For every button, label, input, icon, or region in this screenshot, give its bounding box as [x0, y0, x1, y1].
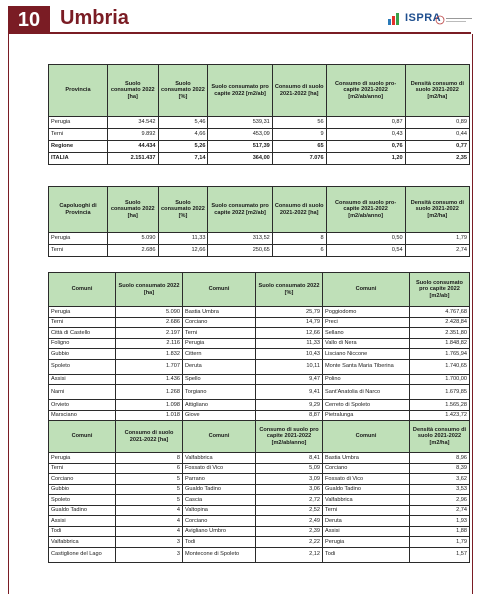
table-cell: Corciano [183, 516, 256, 527]
region-title: Umbria [60, 7, 129, 29]
col-header: Densità consumo di suolo 2021-2022 [m2/ha] [410, 421, 470, 453]
table-cell: Cittern [183, 349, 256, 360]
table-cell: 5 [116, 495, 183, 506]
col-header: Consumo di suolo 2021-2022 [ha] [116, 421, 183, 453]
table-cell: 1.268 [116, 385, 183, 400]
table-cell: Perugia [49, 233, 108, 245]
table-cell: Vallo di Nera [323, 338, 410, 349]
table-cell: Foligno [49, 338, 116, 349]
table-row [49, 245, 470, 257]
table-cell: 0,44 [405, 129, 469, 141]
table-cell: 2.151.437 [108, 153, 159, 165]
col-header: Suolo consumato 2022 [%] [158, 65, 208, 117]
table-row [49, 526, 470, 537]
table-row [49, 474, 470, 485]
table-cell: 9.892 [108, 129, 159, 141]
table-cell: 5.090 [116, 307, 183, 318]
table-cell: 5,09 [256, 463, 323, 474]
table-cell: Bastia Umbra [183, 307, 256, 318]
table-row [49, 505, 470, 516]
col-header: Comuni [323, 273, 410, 307]
table-row [49, 129, 470, 141]
table-cell: 5 [116, 484, 183, 495]
table-row [49, 547, 470, 562]
table-cell: 8,39 [410, 463, 470, 474]
table-cell: Gualdo Tadino [49, 505, 116, 516]
table-cell: Terni [323, 505, 410, 516]
table-header-row [49, 273, 470, 307]
table-cell: 1.423,72 [410, 410, 470, 421]
table-cell: 1.679,85 [410, 385, 470, 400]
ispra-logo-text: ISPRA [405, 12, 442, 24]
col-header: Densità consumo di suolo 2021-2022 [m2/ha] [405, 65, 469, 117]
table-cell: Poggiodomo [323, 307, 410, 318]
table-cell: 56 [272, 117, 326, 129]
table-cell: Narni [49, 385, 116, 400]
col-header: Comuni [49, 273, 116, 307]
table-cell: Corciano [183, 317, 256, 328]
table-cell: 3,09 [256, 474, 323, 485]
table-row [49, 233, 470, 245]
table-row [49, 328, 470, 339]
table-cell: Valfabbrica [323, 495, 410, 506]
table-cell: 5 [116, 474, 183, 485]
table-cell: 2,74 [405, 245, 469, 257]
table-cell: 3,06 [256, 484, 323, 495]
municipality-table-body-2 [49, 453, 470, 563]
table-cell: Assisi [323, 526, 410, 537]
table-row [49, 374, 470, 385]
table-cell: Monte Santa Maria Tiberina [323, 359, 410, 374]
municipality-table-body [49, 307, 470, 421]
table-cell: 9 [272, 129, 326, 141]
table-cell: Todi [49, 526, 116, 537]
table-cell: 9,47 [256, 374, 323, 385]
table-cell: Assisi [49, 374, 116, 385]
table-cell: 364,00 [208, 153, 272, 165]
col-header: Consumo di suolo pro-capite 2021-2022 [m2/ab/anno] [326, 187, 405, 233]
col-header: Suolo consumato 2022 [ha] [116, 273, 183, 307]
table-cell: Gualdo Tadino [323, 484, 410, 495]
chapter-number: 10 [8, 6, 50, 34]
table-cell: 0,77 [405, 141, 469, 153]
table-cell: 1,20 [326, 153, 405, 165]
table-cell: Terni [49, 129, 108, 141]
table-cell: 1.436 [116, 374, 183, 385]
table-header-row [49, 421, 470, 453]
table-row [49, 400, 470, 411]
table-cell: 1.765,94 [410, 349, 470, 360]
table-row [49, 317, 470, 328]
table-cell: Gualdo Tadino [183, 484, 256, 495]
table-cell: Fossato di Vico [323, 474, 410, 485]
table-cell: Perugia [183, 338, 256, 349]
table-cell: 1.740,65 [410, 359, 470, 374]
table-cell: 2.197 [116, 328, 183, 339]
col-header: Suolo consumato 2022 [%] [158, 187, 208, 233]
table-cell: 539,31 [208, 117, 272, 129]
table-cell: 2.428,84 [410, 317, 470, 328]
page-header [8, 6, 471, 34]
table-cell: 11,33 [256, 338, 323, 349]
table-header-row [49, 187, 470, 233]
col-header: Consumo di suolo pro capite 2021-2022 [m2/ab/anno] [256, 421, 323, 453]
table-cell: 453,09 [208, 129, 272, 141]
table-row [49, 410, 470, 421]
table-cell: Castiglione del Lago [49, 547, 116, 562]
table-cell: 9,41 [256, 385, 323, 400]
table-cell: Marsciano [49, 410, 116, 421]
table-cell: 2.116 [116, 338, 183, 349]
table-cell: 3,62 [410, 474, 470, 485]
table-cell: Cascia [183, 495, 256, 506]
table-cell: Sellano [323, 328, 410, 339]
table-cell: Sant'Anatolia di Narco [323, 385, 410, 400]
col-header: Capoluoghi di Provincia [49, 187, 108, 233]
table-cell: 0,50 [326, 233, 405, 245]
table-cell: 5,46 [158, 117, 208, 129]
table-cell: 5.090 [108, 233, 159, 245]
table-cell: 2,72 [256, 495, 323, 506]
table-cell: Pietralunga [323, 410, 410, 421]
table-cell: 3 [116, 537, 183, 548]
table-cell: 10,11 [256, 359, 323, 374]
table-cell: Todi [183, 537, 256, 548]
table-cell: Terni [49, 317, 116, 328]
table-cell: 0,54 [326, 245, 405, 257]
ispra-logo-icon [388, 11, 402, 25]
table-cell: 8,41 [256, 453, 323, 464]
table-cell: Città di Castello [49, 328, 116, 339]
table-cell: Montecone di Spoleto [183, 547, 256, 562]
table-cell: Perugia [49, 117, 108, 129]
col-header: Suolo consumato pro capite 2022 [m2/ab] [208, 65, 272, 117]
table-cell: Giove [183, 410, 256, 421]
table-row [49, 307, 470, 318]
table-cell: 25,79 [256, 307, 323, 318]
table-cell: 2,39 [256, 526, 323, 537]
snpa-logo-icon [434, 15, 474, 25]
table-row [49, 117, 470, 129]
table-cell: 2.686 [108, 245, 159, 257]
col-header: Comuni [49, 421, 116, 453]
table-cell: 2,22 [256, 537, 323, 548]
table-cell: 8,87 [256, 410, 323, 421]
municipality-table [48, 272, 470, 563]
table-cell: 2,12 [256, 547, 323, 562]
col-header: Consumo di suolo pro-capite 2021-2022 [m2/ab/anno] [326, 65, 405, 117]
table-cell: 7.076 [272, 153, 326, 165]
col-header: Suolo consumato 2022 [ha] [108, 65, 159, 117]
col-header: Suolo consumato pro capite 2022 [m2/ab] [208, 187, 272, 233]
table-cell: 11,33 [158, 233, 208, 245]
table-cell: 1,79 [410, 537, 470, 548]
table-cell: ITALIA [49, 153, 108, 165]
table-cell: Valtopina [183, 505, 256, 516]
table-cell: Perugia [49, 453, 116, 464]
table-cell: Terni [49, 463, 116, 474]
table-row [49, 495, 470, 506]
table-cell: 3,53 [410, 484, 470, 495]
table-cell: Deruta [183, 359, 256, 374]
col-header: Suolo consumato 2022 [%] [256, 273, 323, 307]
table-cell: 8 [116, 453, 183, 464]
table-cell: Orvieto [49, 400, 116, 411]
table-cell: 4,66 [158, 129, 208, 141]
table-cell: Valfabbrica [183, 453, 256, 464]
table-cell: Gubbio [49, 349, 116, 360]
table-cell: 10,43 [256, 349, 323, 360]
table-row [49, 516, 470, 527]
table-cell: 2.686 [116, 317, 183, 328]
table-cell: 1,79 [405, 233, 469, 245]
table-cell: Assisi [49, 516, 116, 527]
table-cell: Polino [323, 374, 410, 385]
table-row [49, 484, 470, 495]
table-cell: Terni [49, 245, 108, 257]
table-cell: 1.565,28 [410, 400, 470, 411]
table-row [49, 141, 470, 153]
col-header: Consumo di suolo 2021-2022 [ha] [272, 187, 326, 233]
table-cell: 1,93 [410, 516, 470, 527]
table-cell: 0,76 [326, 141, 405, 153]
table-cell: 1,57 [410, 547, 470, 562]
table-row [49, 349, 470, 360]
table-cell: Perugia [323, 537, 410, 548]
col-header: Comuni [323, 421, 410, 453]
table-cell: 7,14 [158, 153, 208, 165]
table-cell: Perugia [49, 307, 116, 318]
table-row [49, 359, 470, 374]
table-cell: Spoleto [49, 359, 116, 374]
table-cell: 12,66 [256, 328, 323, 339]
table-cell: 4 [116, 516, 183, 527]
table-cell: 2,35 [405, 153, 469, 165]
table-cell: 4.767,68 [410, 307, 470, 318]
table-cell: 8 [272, 233, 326, 245]
table-cell: 1.700,00 [410, 374, 470, 385]
table-header-row [49, 65, 470, 117]
table-cell: Deruta [323, 516, 410, 527]
col-header: Consumo di suolo 2021-2022 [ha] [272, 65, 326, 117]
col-header: Comuni [183, 421, 256, 453]
table-cell: 1.832 [116, 349, 183, 360]
table-cell: 1,88 [410, 526, 470, 537]
table-cell: Cerreto di Spoleto [323, 400, 410, 411]
capital-table [48, 186, 470, 257]
table-cell: 1.707 [116, 359, 183, 374]
table-cell: 517,39 [208, 141, 272, 153]
table-cell: Todi [323, 547, 410, 562]
col-header: Suolo consumato 2022 [ha] [108, 187, 159, 233]
table-cell: 4 [116, 505, 183, 516]
table-cell: 12,66 [158, 245, 208, 257]
table-cell: Avigliano Umbro [183, 526, 256, 537]
table-cell: 8,96 [410, 453, 470, 464]
table-row [49, 338, 470, 349]
col-header: Suolo consumato pro capite 2022 [m2/ab] [410, 273, 470, 307]
table-cell: 250,65 [208, 245, 272, 257]
table-cell: Fossato di Vico [183, 463, 256, 474]
table-cell: 3 [116, 547, 183, 562]
table-cell: 0,89 [405, 117, 469, 129]
table-cell: Parrano [183, 474, 256, 485]
table-cell: 5,26 [158, 141, 208, 153]
table-row [49, 463, 470, 474]
table-cell: 14,79 [256, 317, 323, 328]
table-row [49, 537, 470, 548]
table-cell: Terni [183, 328, 256, 339]
table-row [49, 453, 470, 464]
table-cell: Corciano [49, 474, 116, 485]
table-cell: Preci [323, 317, 410, 328]
table-cell: Bastia Umbra [323, 453, 410, 464]
table-cell: 34.542 [108, 117, 159, 129]
table-cell: 2,49 [256, 516, 323, 527]
table-cell: 9,29 [256, 400, 323, 411]
province-table [48, 64, 470, 165]
table-cell: 2.351,80 [410, 328, 470, 339]
table-cell: 65 [272, 141, 326, 153]
col-header: Comuni [183, 273, 256, 307]
table-cell: 1.848,82 [410, 338, 470, 349]
table-cell: 2,74 [410, 505, 470, 516]
table-cell: 1.098 [116, 400, 183, 411]
table-cell: Spoleto [49, 495, 116, 506]
table-cell: Torgiano [183, 385, 256, 400]
table-cell: 6 [116, 463, 183, 474]
col-header: Provincia [49, 65, 108, 117]
table-cell: 2,96 [410, 495, 470, 506]
table-cell: Valfabbrica [49, 537, 116, 548]
table-cell: Attigliano [183, 400, 256, 411]
table-cell: Regione [49, 141, 108, 153]
col-header: Densità consumo di suolo 2021-2022 [m2/ha] [405, 187, 469, 233]
table-cell: 4 [116, 526, 183, 537]
table-cell: Gubbio [49, 484, 116, 495]
table-cell: 6 [272, 245, 326, 257]
table-row [49, 153, 470, 165]
table-cell: 44.434 [108, 141, 159, 153]
table-cell: Corciano [323, 463, 410, 474]
table-cell: 2,52 [256, 505, 323, 516]
table-cell: Lisciano Niccone [323, 349, 410, 360]
table-row [49, 385, 470, 400]
table-cell: Spello [183, 374, 256, 385]
table-cell: 0,87 [326, 117, 405, 129]
table-cell: 313,52 [208, 233, 272, 245]
table-cell: 0,43 [326, 129, 405, 141]
table-cell: 1.018 [116, 410, 183, 421]
